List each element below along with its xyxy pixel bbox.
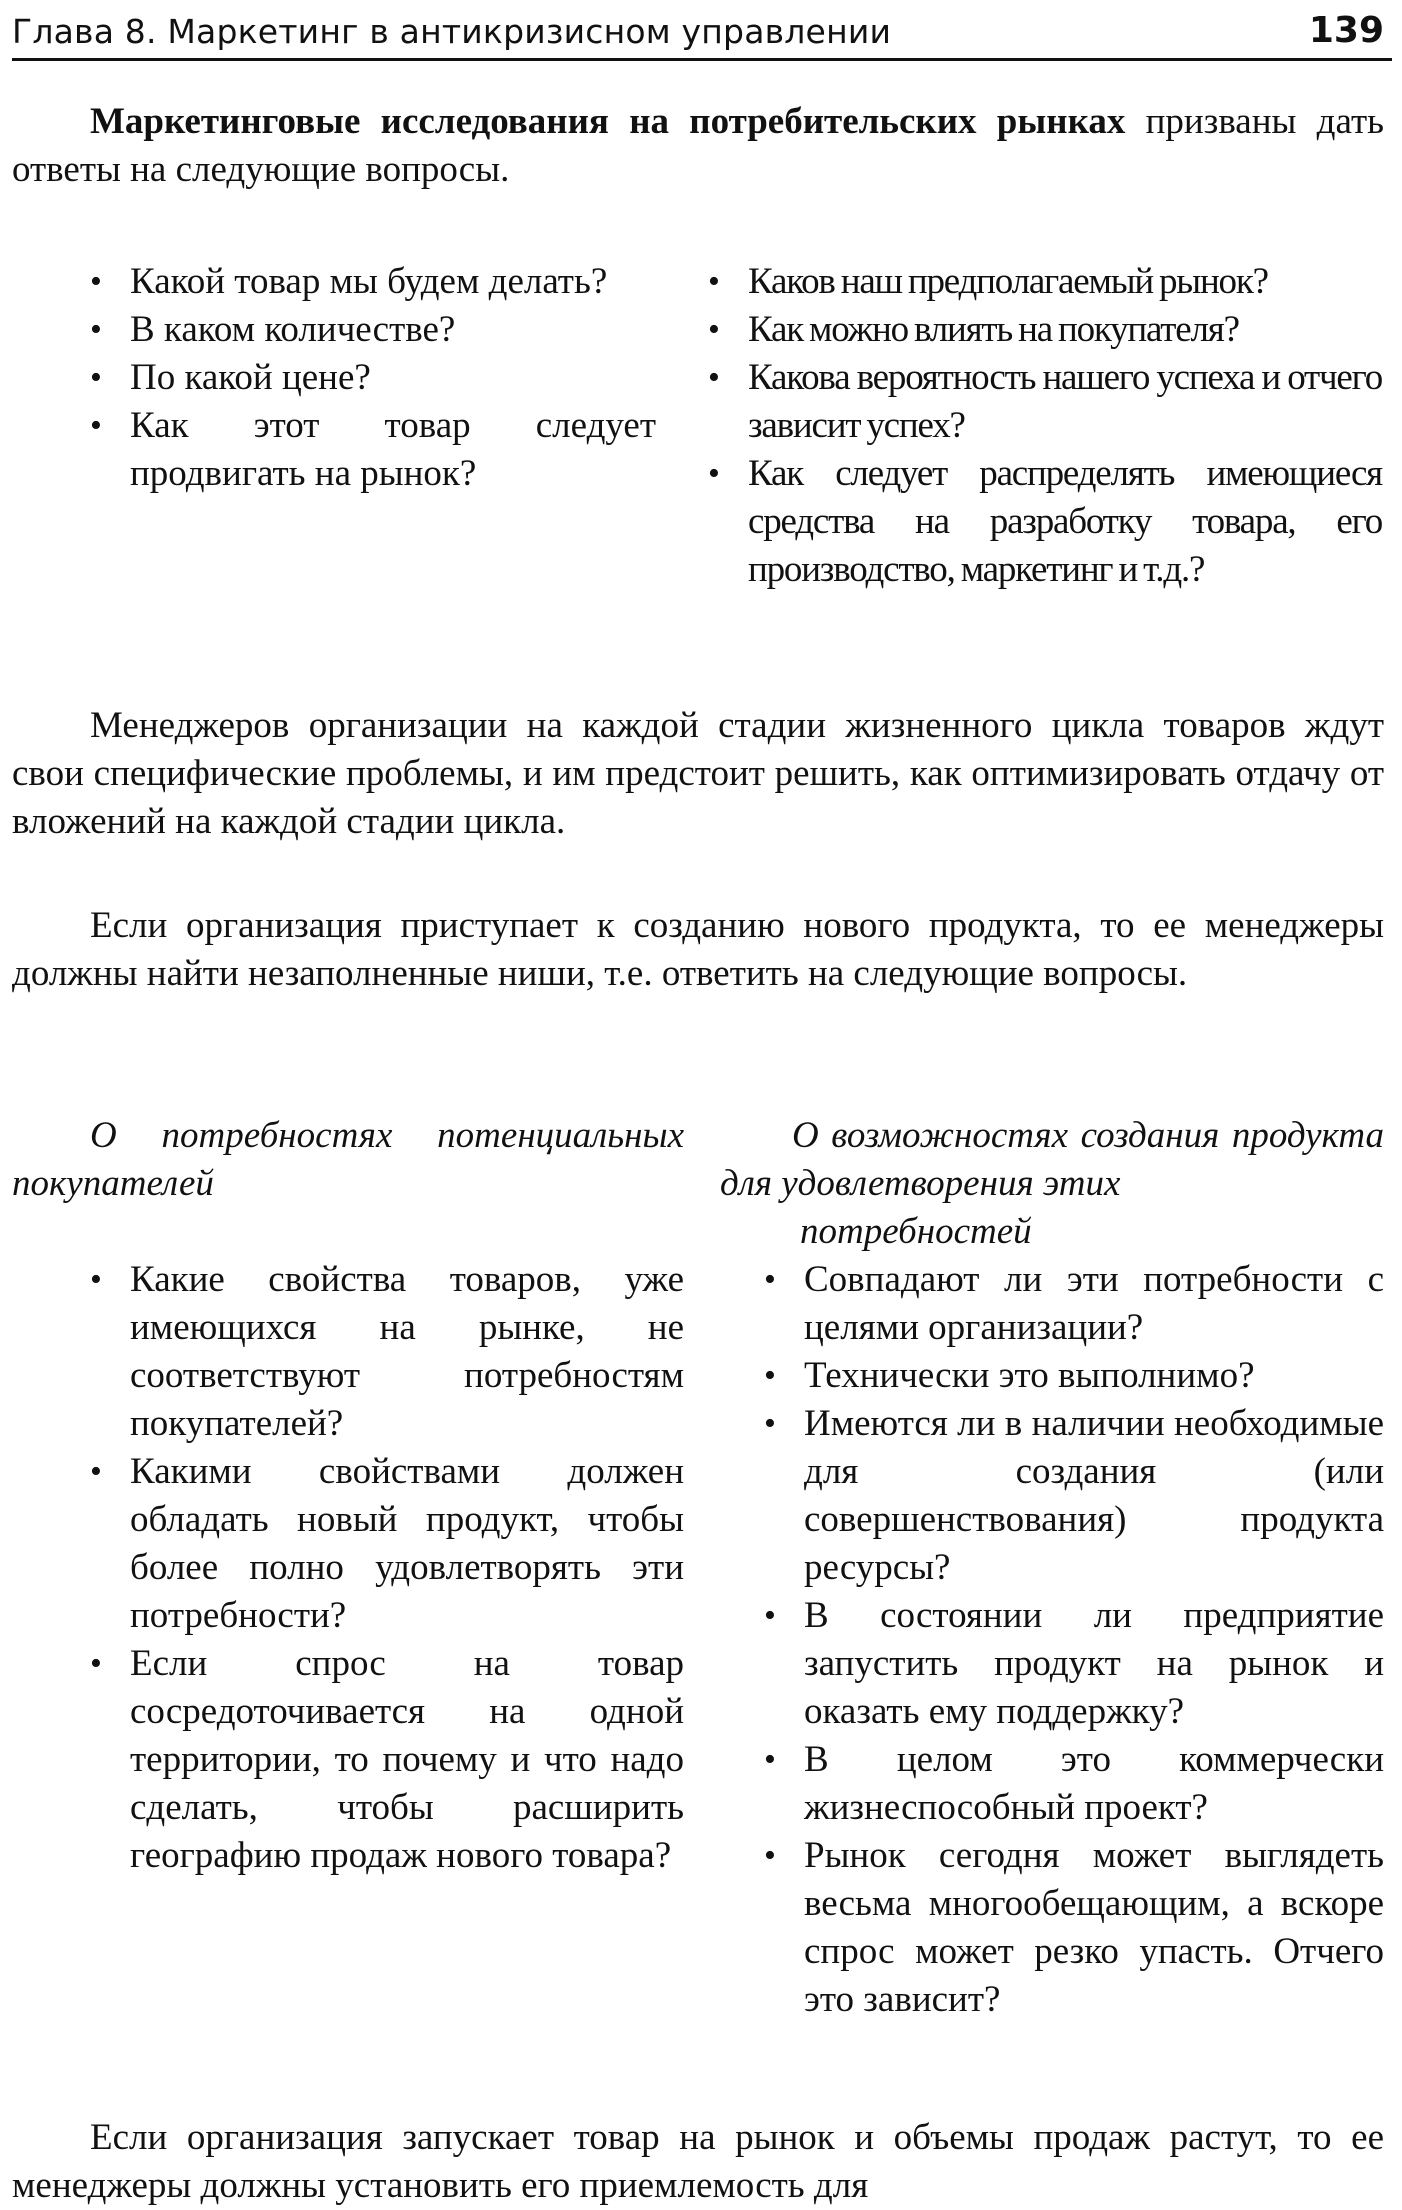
list-item: • В каком количестве? <box>84 306 656 354</box>
list-item: • Какими свойствами должен обладать новый продукт, чтобы более полно удовлетворять эти потребности? <box>84 1448 684 1640</box>
paragraph-closing: Если организация запускает товар на рынок и объемы продаж растут, то ее менеджеры должны установить его приемлемость для <box>12 2117 1384 2206</box>
intro-bold: Маркетинговые исследования на потребительских рынках <box>90 101 1126 142</box>
list-item: • Совпадают ли эти потребности с целями организации? <box>758 1256 1384 1352</box>
paragraph-new-product: Если организация приступает к созданию нового продукта, то ее менеджеры должны найти незаполненные ниши, т.е. ответить на следующие вопросы. <box>12 905 1384 994</box>
questions-left-column <box>84 258 656 498</box>
list-item: • В состоянии ли предприятие запустить продукт на рынок и оказать ему поддержку? <box>758 1592 1384 1736</box>
paragraph-lifecycle: Менеджеров организации на каждой стадии жизненного цикла товаров ждут свои специфические проблемы, и им предстоит решить, как оптимизировать отдачу от вложений на каждой стадии цикла. <box>12 705 1384 842</box>
needs-heading: О потребностях потенциальных покупателей <box>12 1115 684 1204</box>
possibilities-heading-cont: потребностей <box>800 1211 1032 1252</box>
list-item: • Какова вероятность нашего успеха и отчего зависит успех? <box>702 354 1382 450</box>
running-header <box>12 8 1392 61</box>
chapter-title: Глава 8. Маркетинг в антикризисном управлении <box>12 12 892 51</box>
possibilities-heading: О возможностях создания продукта для удовлетворения этих <box>720 1115 1384 1204</box>
questions-right-column <box>702 258 1382 594</box>
list-item: • Как можно влиять на покупателя? <box>702 306 1382 354</box>
intro-paragraph <box>12 98 1384 194</box>
list-item: • Технически это выполнимо? <box>758 1352 1384 1400</box>
list-item: • Как следует распределять имеющиеся средства на разработку товара, его производство, маркетинг и т.д.? <box>702 450 1382 594</box>
needs-column <box>12 1112 684 1880</box>
list-item: • Имеются ли в наличии необходимые для создания (или совершенствования) продукта ресурсы? <box>758 1400 1384 1592</box>
page-number: 139 <box>1308 10 1384 51</box>
list-item: • Каков наш предполагаемый рынок? <box>702 258 1382 306</box>
list-item: • Какой товар мы будем делать? <box>84 258 656 306</box>
list-item: • Если спрос на товар сосредоточивается на одной территории, то почему и что надо сделать, чтобы расширить географию продаж нового товара? <box>84 1640 684 1880</box>
list-item: • Какие свойства товаров, уже имеющихся на рынке, не соответствуют потребностям покупателей? <box>84 1256 684 1448</box>
possibilities-column <box>720 1112 1384 2024</box>
list-item: • В целом это коммерчески жизнеспособный проект? <box>758 1736 1384 1832</box>
list-item: • Рынок сегодня может выглядеть весьма многообещающим, а вскоре спрос может резко упасть. Отчего это зависит? <box>758 1832 1384 2024</box>
intro-rest: призваны дать ответы на следующие вопросы. <box>12 101 1384 190</box>
list-item: • Как этот товар следует продвигать на рынок? <box>84 402 656 498</box>
list-item: • По какой цене? <box>84 354 656 402</box>
